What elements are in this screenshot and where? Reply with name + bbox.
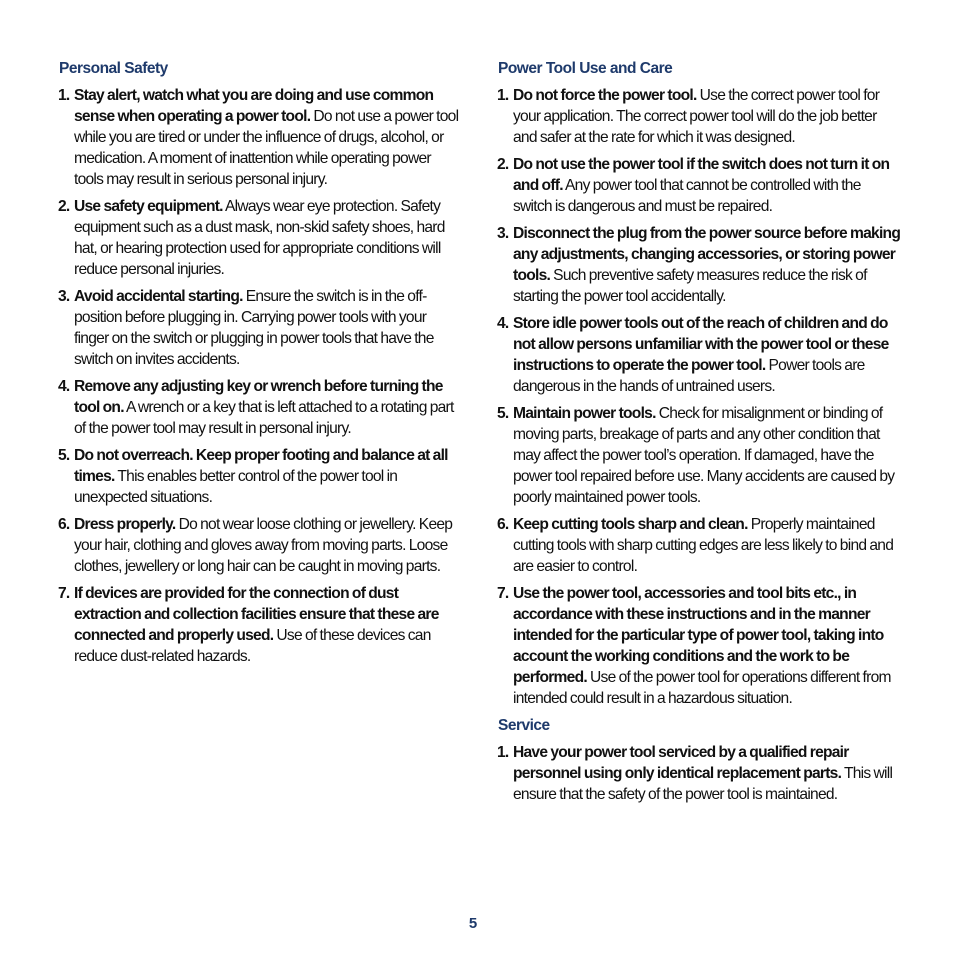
item-number: 3. (58, 288, 70, 305)
list-item (58, 514, 463, 577)
item-number: 5. (58, 447, 70, 464)
item-number: 4. (58, 378, 70, 395)
list-item (58, 196, 463, 280)
service-list (497, 742, 902, 805)
service-heading: Service (498, 717, 550, 734)
item-lead: If devices are provided for the connection of dust extraction and collection facilities ensure that these are connected and properly used. (74, 585, 439, 644)
item-body: Any power tool that cannot be controlled with the switch is dangerous and must be repaired. (513, 177, 861, 215)
item-lead: Use the power tool, accessories and tool bits etc., in accordance with these instructions and in the manner intended for the particular type of power tool, taking into account the working conditions and the work to be performed. (513, 585, 884, 686)
item-lead: Do not use the power tool if the switch does not turn it on and off. (513, 156, 890, 194)
item-lead: Do not overreach. Keep proper footing and balance at all times. (74, 447, 448, 485)
item-body: Power tools are dangerous in the hands of untrained users. (513, 357, 865, 395)
right-column (497, 58, 902, 811)
item-lead: Store idle power tools out of the reach of children and do not allow persons unfamiliar with the power tool or these instructions to operate the power tool. (513, 315, 889, 374)
item-lead: Disconnect the plug from the power source before making any adjustments, changing accessories, or storing power tools. (513, 225, 901, 284)
item-lead: Stay alert, watch what you are doing and use common sense when operating a power tool. (74, 87, 434, 125)
item-lead: Have your power tool serviced by a qualified repair personnel using only identical replacement parts. (513, 744, 849, 782)
item-number: 6. (58, 516, 70, 533)
item-body: Ensure the switch is in the off-position before plugging in. Carrying power tools with your finger on the switch or plugging in power tools that have the switch on invites accidents. (74, 288, 434, 368)
item-number: 1. (58, 87, 70, 104)
list-item (497, 583, 902, 709)
item-number: 7. (58, 585, 70, 602)
item-lead: Do not force the power tool. (513, 87, 697, 104)
page-number: 5 (468, 915, 478, 932)
item-body: Properly maintained cutting tools with sharp cutting edges are less likely to bind and are easier to control. (513, 516, 894, 575)
item-body: Use of these devices can reduce dust-related hazards. (74, 627, 431, 665)
item-number: 2. (58, 198, 70, 215)
item-body: Use of the power tool for operations different from intended could result in a hazardous situation. (513, 669, 891, 707)
list-item (497, 514, 902, 577)
list-item (497, 85, 902, 148)
item-body: Use the correct power tool for your application. The correct power tool will do the job better and safer at the rate for which it was designed. (513, 87, 880, 146)
personal-safety-heading: Personal Safety (59, 60, 168, 77)
item-body: Such preventive safety measures reduce the risk of starting the power tool accidentally. (513, 267, 867, 305)
list-item (58, 445, 463, 508)
item-number: 2. (497, 156, 509, 173)
list-item (58, 583, 463, 667)
item-body: This will ensure that the safety of the power tool is maintained. (513, 765, 893, 803)
item-number: 7. (497, 585, 509, 602)
list-item (58, 85, 463, 190)
item-body: A wrench or a key that is left attached to a rotating part of the power tool may result in personal injury. (74, 399, 454, 437)
left-column (58, 58, 463, 673)
list-item (58, 376, 463, 439)
item-lead: Keep cutting tools sharp and clean. (513, 516, 748, 533)
list-item (497, 154, 902, 217)
list-item (497, 313, 902, 397)
item-body: Do not use a power tool while you are tired or under the influence of drugs, alcohol, or medication. A moment of inattention while operating power tools may result in serious personal injury. (74, 108, 459, 188)
list-item (497, 223, 902, 307)
item-body: Check for misalignment or binding of moving parts, breakage of parts and any other condition that may affect the power tool’s operation. If damaged, have the power tool repaired before use. Many accidents are caused by poorly maintained power tools. (513, 405, 895, 506)
item-body: This enables better control of the power tool in unexpected situations. (74, 468, 398, 506)
item-number: 5. (497, 405, 509, 422)
personal-safety-list (58, 85, 463, 667)
item-number: 1. (497, 87, 509, 104)
item-lead: Dress properly. (74, 516, 176, 533)
power-tool-use-heading: Power Tool Use and Care (498, 60, 673, 77)
item-number: 3. (497, 225, 509, 242)
list-item (497, 403, 902, 508)
item-number: 6. (497, 516, 509, 533)
item-lead: Remove any adjusting key or wrench before turning the tool on. (74, 378, 443, 416)
item-lead: Avoid accidental starting. (74, 288, 243, 305)
item-number: 4. (497, 315, 509, 332)
list-item (497, 742, 902, 805)
item-body: Do not wear loose clothing or jewellery. Keep your hair, clothing and gloves away from moving parts. Loose clothes, jewellery or long hair can be caught in moving parts. (74, 516, 453, 575)
list-item (58, 286, 463, 370)
item-body: Always wear eye protection. Safety equipment such as a dust mask, non-skid safety shoes, hard hat, or hearing protection used for appropriate conditions will reduce personal injuries. (74, 198, 445, 278)
item-lead: Maintain power tools. (513, 405, 656, 422)
power-tool-use-list (497, 85, 902, 709)
item-lead: Use safety equipment. (74, 198, 223, 215)
item-number: 1. (497, 744, 509, 761)
